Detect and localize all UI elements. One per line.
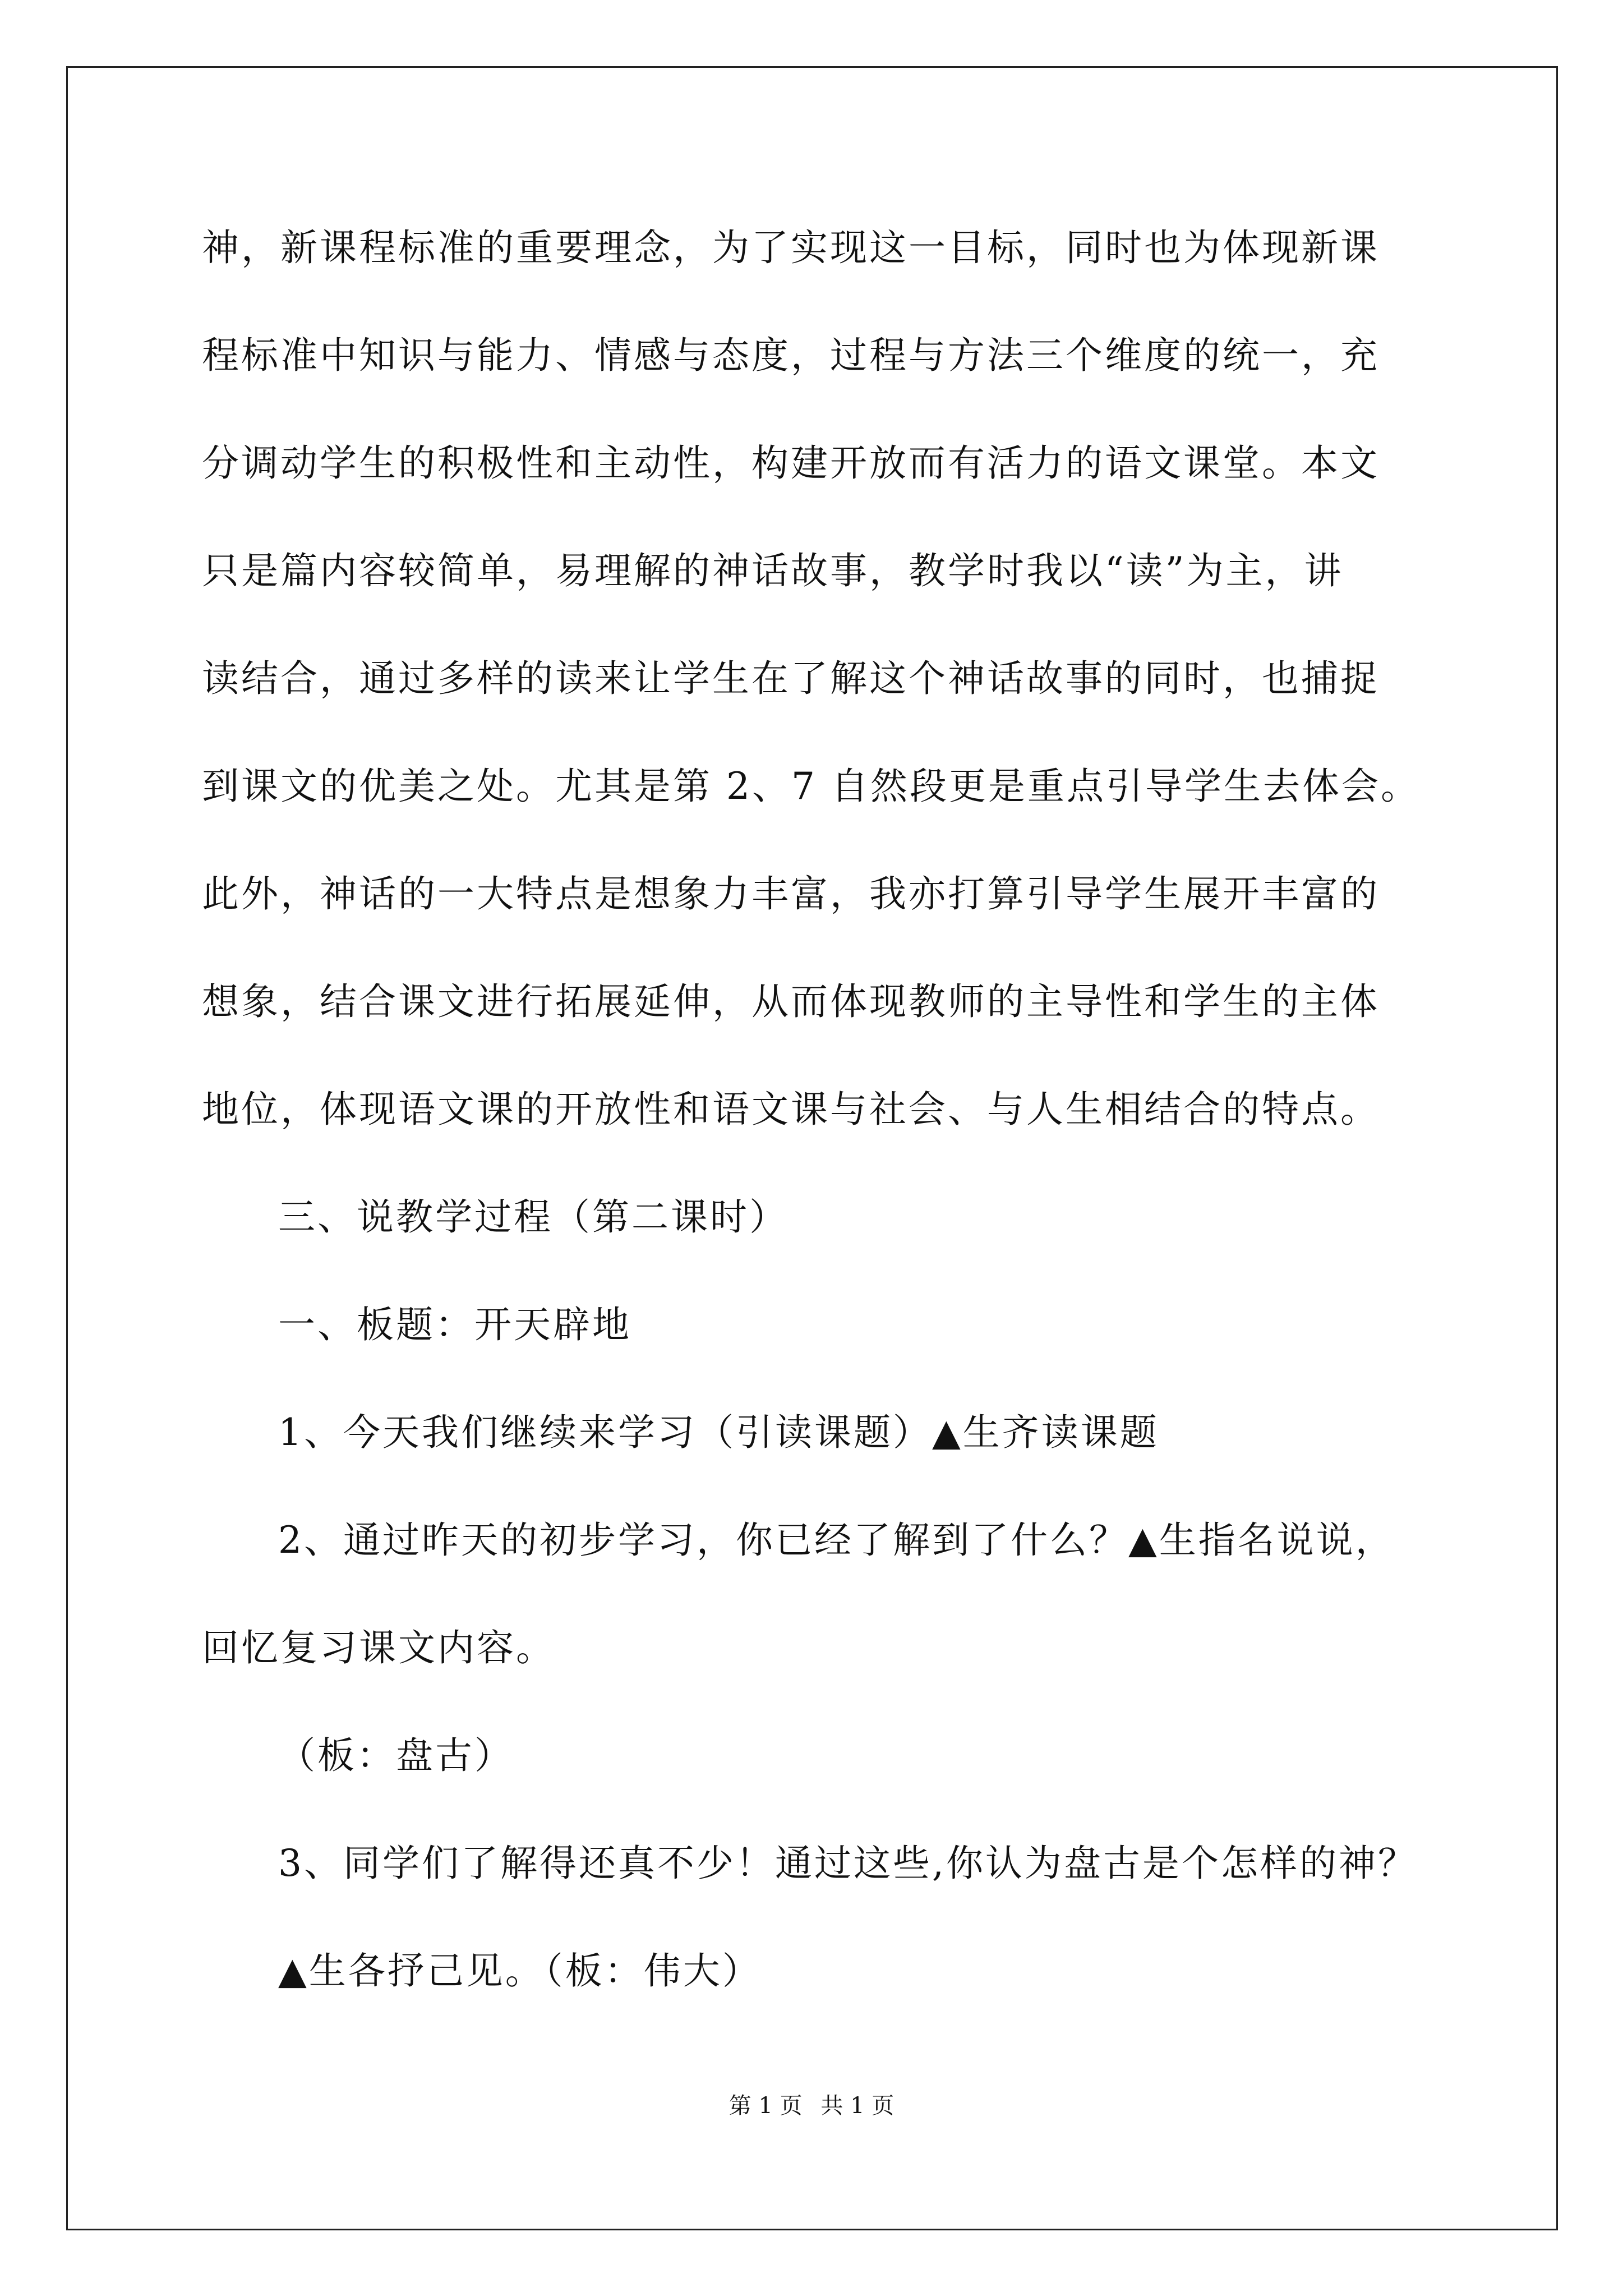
section-heading: 三、说教学过程（第二课时）: [278, 1195, 789, 1239]
subheading-board-title: 一、板题：开天辟地: [278, 1303, 631, 1346]
body-line-7: 此外，神话的一大特点是想象力丰富，我亦打算引导学生展开丰富的: [202, 872, 1380, 915]
body-line-6: 到课文的优美之处。尤其是第 2、7 自然段更是重点引导学生去体会。: [202, 765, 1420, 808]
step-3: 3、同学们了解得还真不少！通过这些,你认为盘古是个怎样的神？: [278, 1842, 1417, 1885]
step-1: 1、今天我们继续来学习（引读课题）▲生齐读课题: [278, 1411, 1159, 1454]
body-line-8: 想象，结合课文进行拓展延伸，从而体现教师的主导性和学生的主体: [202, 980, 1380, 1023]
body-line-5: 读结合，通过多样的读来让学生在了解这个神话故事的同时，也捕捉: [202, 657, 1380, 700]
board-note-pangu: （板：盘古）: [278, 1734, 514, 1777]
body-line-9: 地位，体现语文课的开放性和语文课与社会、与人生相结合的特点。: [202, 1088, 1380, 1131]
page-footer: [0, 2092, 1623, 2119]
body-line-3: 分调动学生的积极性和主动性，构建开放而有活力的语文课堂。本文: [202, 441, 1380, 485]
page-total: 共 1 页: [820, 2093, 895, 2119]
page-number: 第 1 页: [728, 2093, 803, 2119]
body-line-4: 只是篇内容较简单，易理解的神话故事，教学时我以“读”为主，讲: [202, 549, 1344, 592]
step-2: 2、通过昨天的初步学习，你已经了解到了什么？▲生指名说说，: [278, 1519, 1395, 1562]
page-border: [66, 66, 1558, 2230]
body-line-1: 神，新课程标准的重要理念，为了实现这一目标，同时也为体现新课: [202, 226, 1380, 269]
body-line-2: 程标准中知识与能力、情感与态度，过程与方法三个维度的统一，充: [202, 334, 1380, 377]
step-3-response: ▲生各抒己见。（板：伟大）: [278, 1949, 762, 1993]
step-2-continued: 回忆复习课文内容。: [202, 1626, 555, 1669]
